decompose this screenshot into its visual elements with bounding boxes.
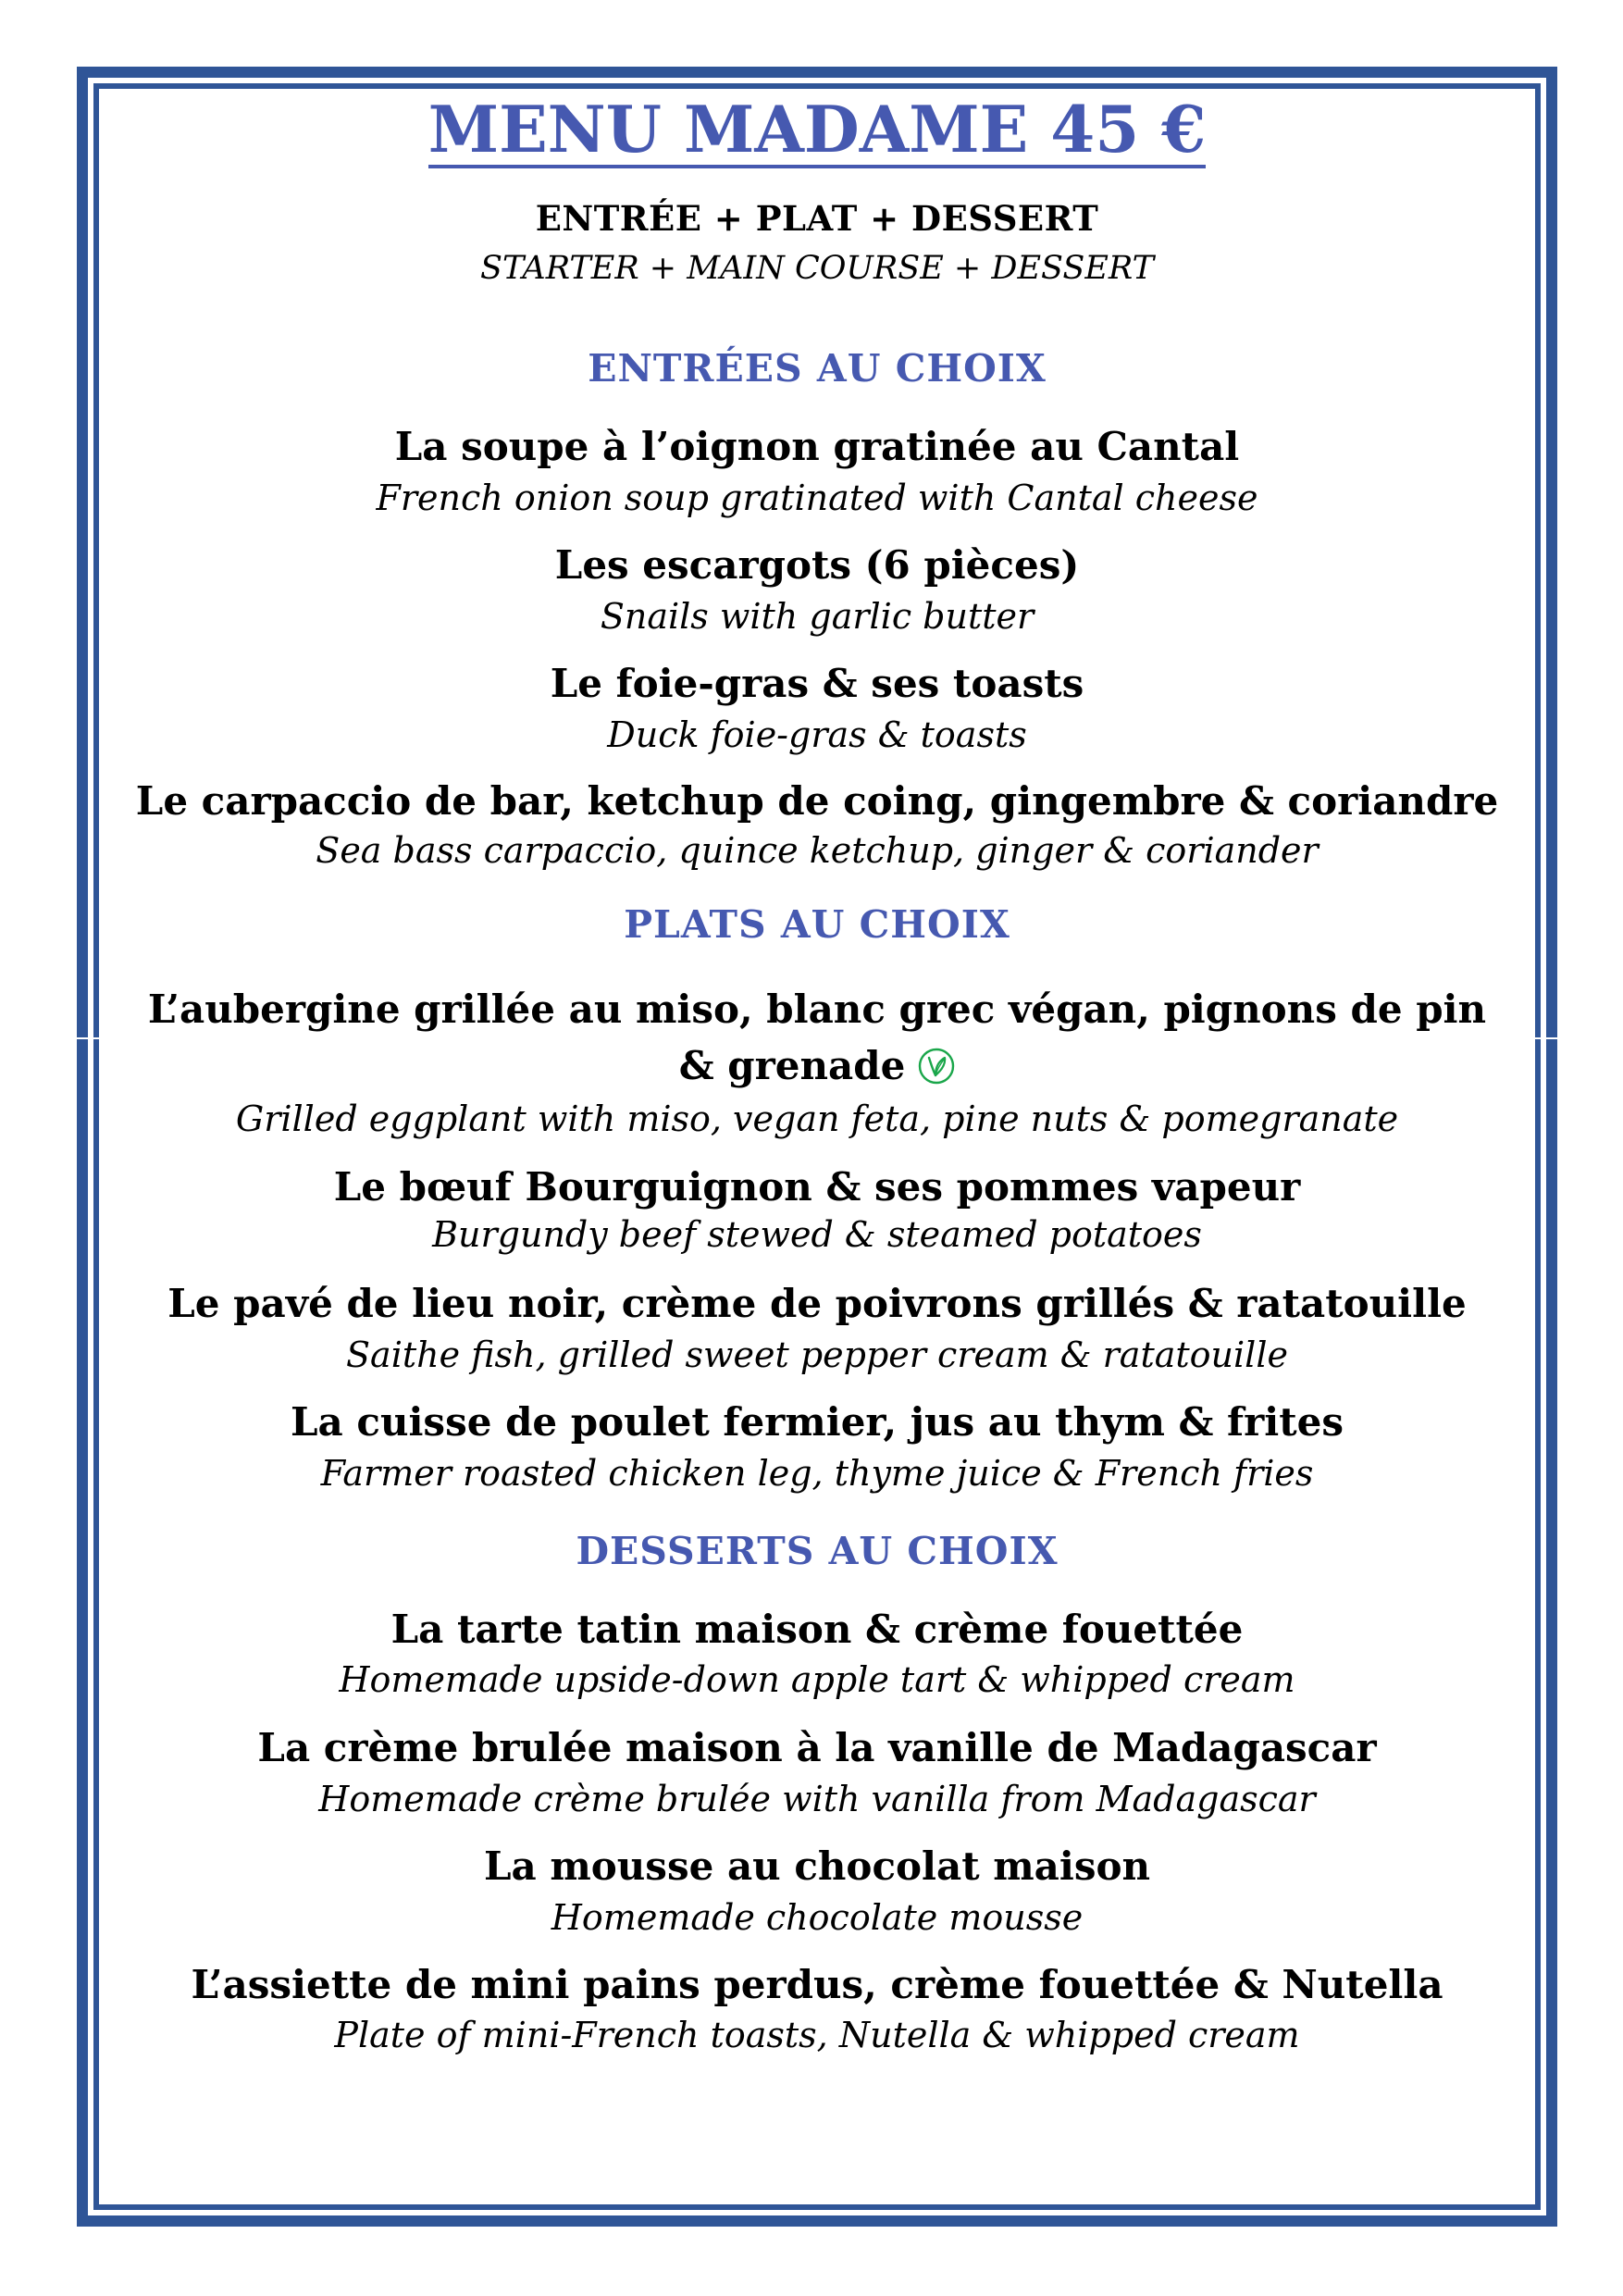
dish-description: Plate of mini-French toasts, Nutella & whipped cream xyxy=(334,2015,1300,2055)
dish-name: Le carpaccio de bar, ketchup de coing, gingembre & coriandre xyxy=(135,778,1499,824)
dish-description: Saithe fish, grilled sweet pepper cream & ratatouille xyxy=(346,1334,1288,1375)
menu-title-text: MENU MADAME 45 € xyxy=(427,93,1207,168)
dish-name-line-1: L’aubergine grillée au miso, blanc grec végan, pignons de pin xyxy=(147,987,1487,1032)
dish-name: Le foie-gras & ses toasts xyxy=(550,661,1084,706)
dish-name: La cuisse de poulet fermier, jus au thym & frites xyxy=(291,1399,1344,1445)
section-heading-mains: PLATS AU CHOIX xyxy=(624,902,1010,947)
dish-description: Homemade crème brulée with vanilla from Madagascar xyxy=(318,1779,1316,1819)
section-heading-starters: ENTRÉES AU CHOIX xyxy=(588,346,1047,391)
menu-formula-fr: ENTRÉE + PLAT + DESSERT xyxy=(535,198,1099,239)
dish-description: Duck foie-gras & toasts xyxy=(607,714,1027,755)
menu-formula-en: STARTER + MAIN COURSE + DESSERT xyxy=(480,250,1154,287)
dish-name: Le pavé de lieu noir, crème de poivrons grillés & ratatouille xyxy=(167,1281,1467,1326)
dish-name: La crème brulée maison à la vanille de Madagascar xyxy=(257,1725,1377,1770)
dish-description: Homemade upside-down apple tart & whipped cream xyxy=(339,1659,1295,1700)
dish-description: Snails with garlic butter xyxy=(600,596,1035,637)
menu-title xyxy=(77,93,1557,168)
dish-name-line-2 xyxy=(77,1042,1557,1090)
dish-description: Sea bass carpaccio, quince ketchup, ginger & coriander xyxy=(316,830,1319,871)
dish-description: Grilled eggplant with miso, vegan feta, pine nuts & pomegranate xyxy=(235,1098,1399,1139)
dish-description: Homemade chocolate mousse xyxy=(551,1897,1084,1938)
dish-name: La mousse au chocolat maison xyxy=(483,1843,1151,1889)
dish-name: Le bœuf Bourguignon & ses pommes vapeur xyxy=(333,1164,1301,1210)
vegan-icon xyxy=(918,1048,955,1085)
dish-name: Les escargots (6 pièces) xyxy=(554,542,1080,588)
dish-name: La soupe à l’oignon gratinée au Cantal xyxy=(394,424,1240,469)
dish-description: French onion soup gratinated with Cantal cheese xyxy=(376,478,1258,518)
dish-name: L’assiette de mini pains perdus, crème fouettée & Nutella xyxy=(191,1962,1443,2007)
menu-page xyxy=(77,0,1557,2296)
dish-name-line-2-text: & grenade xyxy=(678,1043,906,1088)
dish-description: Burgundy beef stewed & steamed potatoes xyxy=(432,1214,1202,1255)
dish-description: Farmer roasted chicken leg, thyme juice & French fries xyxy=(320,1453,1314,1494)
section-heading-desserts: DESSERTS AU CHOIX xyxy=(576,1529,1059,1573)
dish-name: La tarte tatin maison & crème fouettée xyxy=(390,1607,1244,1652)
